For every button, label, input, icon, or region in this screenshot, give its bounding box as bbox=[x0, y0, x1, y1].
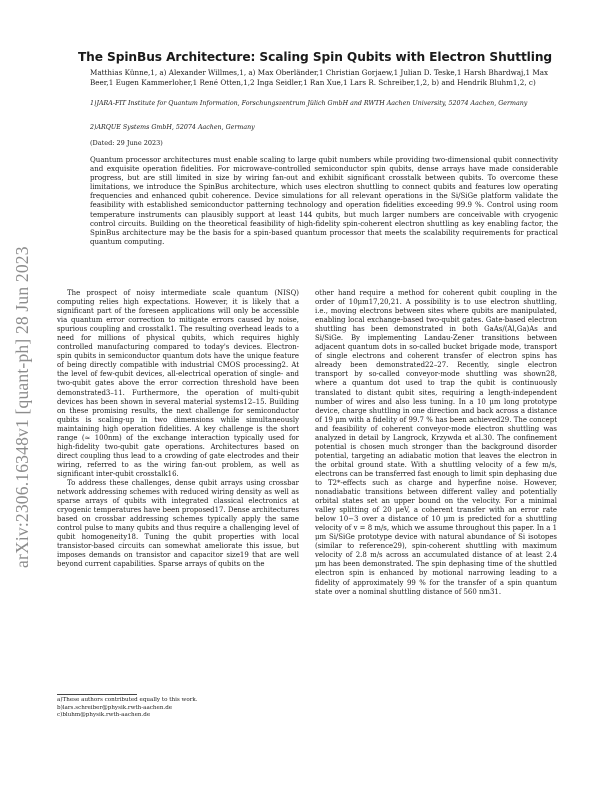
footnote-equal-contribution: a)These authors contributed equally to this work. bbox=[57, 697, 198, 703]
intro-paragraph-1: The prospect of noisy intermediate scale quantum (NISQ) computing relies high expectations. However, it is likely that a significant part of the foreseen applications will only be accessible via quantum error correction to mitigate errors caused by noise, spurious coupling and crosstalk1. The resulting overhead leads to a need for millions of physical qubits, which requires highly controlled manufacturing compared to today's devices. Electron-spin qubits in semiconductor quantum dots have the unique feature of being directly compatible with industrial CMOS processing2. At the level of few-qubit devices, all-electrical operation of single- and two-qubit gates above the error correction threshold have been demonstrated3–11. Furthermore, the operation of multi-qubit devices has been shown in several material systems12–15. Building on these promising results, the next challenge for semiconductor qubits is scaling-up in two dimensions while simultaneously maintaining high operation fidelities. A key challenge is the short range (≈ 100nm) of the exchange interaction typically used for high-fidelity two-qubit gate operations. Architectures based on direct coupling thus lead to a crowding of gate electrodes and their wiring, referred to as the wiring fan-out problem, as well as significant inter-qubit crosstalk16. bbox=[57, 289, 299, 478]
arxiv-identifier: arXiv:2306.16348v1 [quant-ph] 28 Jun 2023 bbox=[12, 246, 32, 568]
author-list: Matthias Künne,1, a) Alexander Willmes,1, a) Max Oberländer,1 Christian Gorjaew,1 Julian D. Teske,1 Harsh Bhardwaj,1 Max Beer,1 Eugen Kammerloher,1 René Otten,1,2 Inga Seidler,1 Ran Xue,1 Lars R. Schreiber,1,2, b) and Hendrik Bluhm1,2, c) bbox=[90, 68, 549, 87]
footnotes bbox=[57, 697, 198, 720]
footnote-divider bbox=[57, 694, 137, 695]
date-line: (Dated: 29 June 2023) bbox=[90, 139, 163, 147]
paper-title: The SpinBus Architecture: Scaling Spin Qubits with Electron Shuttling bbox=[77, 50, 553, 64]
intro-paragraph-2: To address these challenges, dense qubit arrays using crossbar network addressing schemes with reduced wiring density as well as sparse arrays of qubits with integrated classical electronics at cryogenic temperatures have been proposed17. Dense architectures based on crossbar addressing schemes typically apply the same control pulse to many qubits and thus require a challenging level of qubit homogeneity18. Tuning the qubit properties with local transistor-based circuits can somewhat ameliorate this issue, but imposes demands on transistor and capacitor size19 that are well beyond current capabilities. Sparse arrays of qubits on the bbox=[57, 478, 299, 569]
affiliation-2: 2)ARQUE Systems GmbH, 52074 Aachen, Germany bbox=[90, 124, 255, 131]
affiliation-1: 1)JARA-FIT Institute for Quantum Information, Forschungszentrum Jülich GmbH and RWTH Aachen University, 52074 Aachen, Germany bbox=[90, 100, 528, 107]
footnote-email-schreiber: b)lars.schreiber@physik.rwth-aachen.de bbox=[57, 704, 173, 711]
footnote-email-bluhm: c)bluhm@physik.rwth-aachen.de bbox=[57, 712, 151, 719]
left-column bbox=[57, 289, 299, 649]
abstract: Quantum processor architectures must enable scaling to large qubit numbers while providing two-dimensional qubit connectivity and exquisite operation fidelities. For microwave-controlled semiconductor spin qubits, dense arrays have made considerable progress, but are still limited in size by wiring fan-out and exhibit significant crosstalk between qubits. To overcome these limitations, we introduce the SpinBus architecture, which uses electron shuttling to connect qubits and features low operating frequencies and enhanced qubit coherence. Device simulations for all relevant operations in the Si/SiGe platform validate the feasibility with established semiconductor patterning technology and operation fidelities exceeding 99.9 %. Control using room temperature instruments can plausibly support at least 144 qubits, but much larger numbers are conceivable with cryogenic control circuits. Building on the theoretical feasibility of high-fidelity spin-coherent electron shuttling as key enabling factor, the SpinBus architecture may be the basis for a spin-based quantum processor that meets the scalability requirements for practical quantum computing. bbox=[90, 155, 558, 246]
right-column bbox=[315, 289, 557, 739]
intro-paragraph-3: other hand require a method for coherent qubit coupling in the order of 10μm17,20,21. A possibility is to use electron shuttling, i.e., moving electrons between sites where qubits are manipulated, enabling local exchange-based two-qubit gates. Gate-based electron shuttling has been demonstrated in both GaAs/(Al,Ga)As and Si/SiGe. By implementing Landau-Zener transitions between adjacent quantum dots in so-called bucket brigade mode, transport of single electrons and coherent transfer of electron spins has already been demonstrated22–27. Recently, single electron transport by so-called conveyor-mode shuttling was shown28, where a quantum dot used to trap the qubit is continuously translated to distant qubit sites, requiring a length-independent number of wires and also less tuning. In a 10 μm long prototype device, charge shuttling in one direction and back across a distance of 19 μm with a fidelity of 99.7 % has been achieved29. The concept and feasibility of coherent conveyor-mode electron shuttling was analyzed in detail by Langrock, Krzywda et al.30. The confinement potential is chosen much stronger than the background disorder potential, targeting an adiabatic motion that leaves the electron in the orbital ground state. With a shuttling velocity of a few m/s, electrons can be transferred fast enough to limit spin dephasing due to T2*-effects such as charge and hyperfine noise. However, nonadiabatic transitions between different valley and potentially orbital states set an upper bound on the velocity. For a minimal valley splitting of 20 μeV, a coherent transfer with an error rate below 10−3 over a distance of 10 μm is predicted for a shuttling velocity of v = 8 m/s, which we assume throughout this paper. In a 1 μm Si/SiGe prototype device with natural abundance of Si isotopes (similar to reference29), spin-coherent shuttling with maximum velocity of 2.8 m/s across an accumulated distance of at least 2.4 μm has been demonstrated. The spin dephasing time of the shuttled electron spin is enhanced by motional narrowing leading to a fidelity of approximately 99 % for the transfer of a spin quantum state over a nominal shuttling distance of 560 nm31. bbox=[315, 289, 557, 596]
